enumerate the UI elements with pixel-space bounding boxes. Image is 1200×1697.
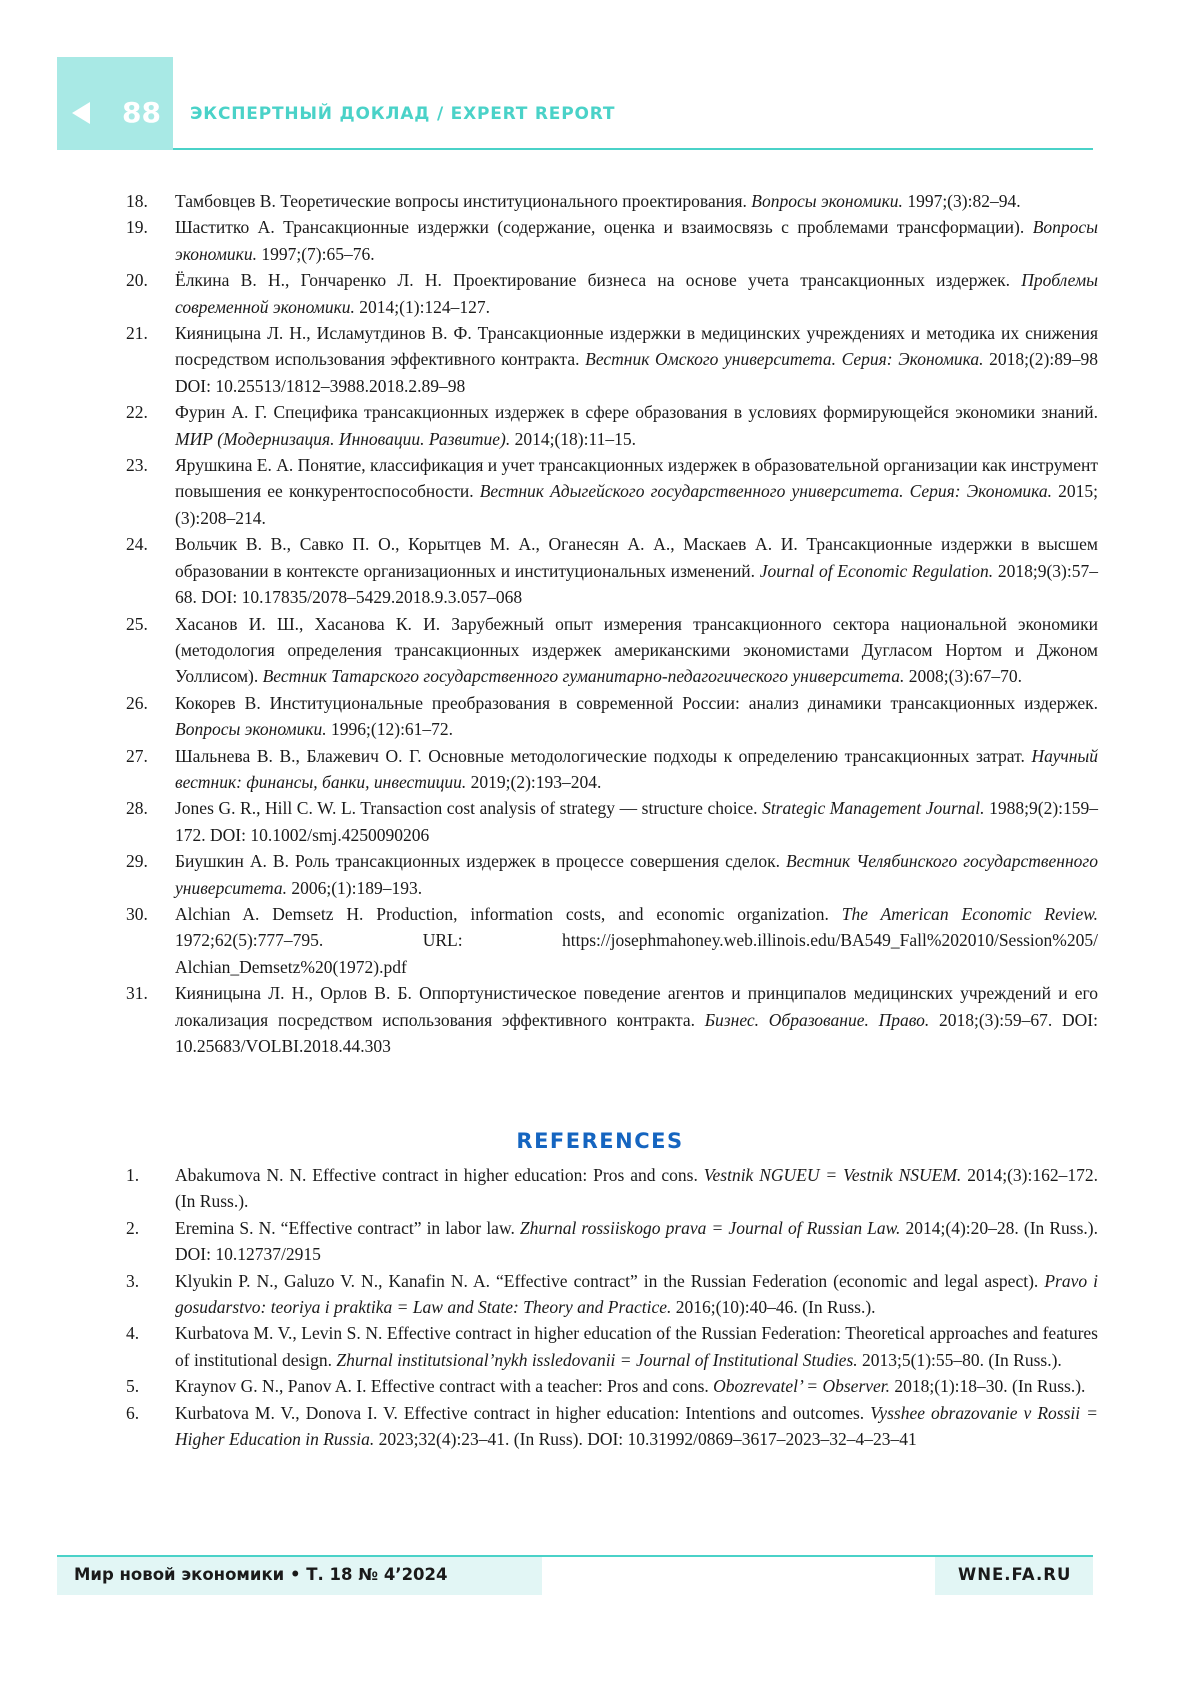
- reference-item: [122, 1215, 1098, 1268]
- reference-number: 26.: [126, 692, 148, 713]
- references-list-en: [122, 1162, 1098, 1452]
- reference-item: [122, 188, 1098, 214]
- reference-text: Кокорев В. Институциональные преобразования в современной России: анализ динамики трансакционных издержек.: [175, 692, 1098, 713]
- reference-number: 19.: [126, 217, 148, 238]
- reference-number: 1.: [126, 1165, 140, 1185]
- reference-item: [122, 795, 1098, 848]
- reference-text: Abakumova N. N. Effective contract in higher education: Pros and cons.: [175, 1165, 704, 1185]
- reference-text: Ярушкина Е. А. Понятие, классификация и учет трансакционных издержек в образовательной организации как инструмент повышения ее конкурентоспособности.: [175, 455, 1098, 502]
- reference-text: Kraynov G. N., Panov A. I. Effective contract with a teacher: Pros and cons.: [175, 1376, 714, 1397]
- reference-number: 20.: [126, 270, 148, 291]
- reference-item: [122, 267, 1098, 320]
- reference-text: Eremina S. N. “Effective contract” in labor law.: [175, 1217, 520, 1238]
- reference-tail: 2008;(3):67–70.: [904, 666, 1023, 687]
- reference-item: [122, 1400, 1098, 1453]
- reference-tail: 2014;(18):11–15.: [510, 428, 636, 449]
- reference-journal: The American Economic Review.: [841, 903, 1098, 924]
- references-heading: REFERENCES: [516, 1129, 684, 1153]
- reference-journal: Strategic Management Journal.: [762, 798, 985, 819]
- reference-text: Кияницына Л. Н., Исламутдинов В. Ф. Трансакционные издержки в медицинских учреждениях и методика их снижения посредством использования эффективного контракта.: [175, 323, 1098, 370]
- running-title: ЭКСПЕРТНЫЙ ДОКЛАД / EXPERT REPORT: [190, 104, 616, 124]
- reference-item: [122, 611, 1098, 690]
- reference-number: 3.: [126, 1270, 140, 1291]
- footer-site-link[interactable]: WNE.FA.RU: [958, 1565, 1072, 1584]
- references-list-ru: [122, 188, 1098, 1059]
- reference-journal: Вестник Татарского государственного гуманитарно-педагогического университета.: [262, 666, 905, 687]
- reference-item: [122, 320, 1098, 399]
- reference-number: 28.: [126, 798, 148, 819]
- reference-text: Фурин А. Г. Специфика трансакционных издержек в сфере образования в условиях формирующейся экономики знаний.: [175, 402, 1098, 423]
- reference-number: 22.: [126, 402, 148, 423]
- reference-tail: 2018;9(3):57–68. DOI: 10.17835/2078–5429.2018.9.3.057–068: [175, 560, 1098, 608]
- reference-number: 24.: [126, 534, 148, 555]
- reference-tail: 1972;62(5):777–795. URL: https://josephmahoney.web.illinois.edu/BA549_Fall%202010/Session%205/ Alchian_Demsetz%20(1972).pdf: [175, 930, 1098, 977]
- reference-text: Alchian A. Demsetz H. Production, information costs, and economic organization.: [175, 903, 842, 924]
- reference-journal: Vysshee obrazovanie v Rossii = Higher Education in Russia.: [175, 1402, 1098, 1450]
- reference-tail: 2019;(2):193–204.: [466, 771, 602, 792]
- reference-tail: 2018;(2):89–98 DOI: 10.25513/1812–3988.2018.2.89–98: [175, 349, 1098, 396]
- reference-text: Хасанов И. Ш., Хасанова К. И. Зарубежный опыт измерения трансакционного сектора национальной экономики (методология определения трансакционных издержек американскими экономистами Дугласом Нортом и Джоном Уоллисом).: [175, 613, 1098, 687]
- reference-number: 4.: [126, 1323, 140, 1344]
- reference-number: 27.: [126, 745, 148, 766]
- reference-journal: Obozrevatel’ = Observer.: [713, 1376, 891, 1397]
- reference-tail: 2014;(1):124–127.: [354, 296, 491, 317]
- reference-number: 6.: [126, 1402, 140, 1423]
- reference-text: Шальнева В. В., Блажевич О. Г. Основные методологические подходы к определению трансакционных затрат.: [175, 745, 1032, 766]
- reference-journal: Zhurnal rossiiskogo prava = Journal of Russian Law.: [519, 1217, 901, 1238]
- reference-journal: Вестник Омского университета. Серия: Экономика.: [585, 349, 984, 370]
- reference-number: 5.: [126, 1376, 140, 1397]
- reference-item: [122, 743, 1098, 796]
- reference-item: [122, 1162, 1098, 1215]
- footer-divider: [57, 1555, 1093, 1557]
- reference-text: Kurbatova M. V., Donova I. V. Effective contract in higher education: Intentions and outcomes.: [175, 1402, 871, 1423]
- reference-tail: 2006;(1):189–193.: [286, 877, 423, 898]
- reference-number: 2.: [126, 1217, 140, 1238]
- reference-journal: Вопросы экономики.: [175, 217, 1098, 264]
- header-divider: [173, 148, 1093, 150]
- reference-journal: Вопросы экономики.: [751, 191, 903, 211]
- page-number: 88: [122, 96, 161, 129]
- reference-journal: Zhurnal institutsional’nykh issledovanii = Journal of Institutional Studies.: [336, 1349, 858, 1370]
- reference-number: 29.: [126, 851, 148, 872]
- reference-text: Шаститко А. Трансакционные издержки (содержание, оценка и взаимосвязь с проблемами трансформации).: [175, 217, 1033, 238]
- reference-item: [122, 1320, 1098, 1373]
- reference-tail: 1996;(12):61–72.: [326, 719, 454, 740]
- reference-number: 25.: [126, 613, 148, 634]
- reference-text: Ёлкина В. Н., Гончаренко Л. Н. Проектирование бизнеса на основе учета трансакционных издержек.: [175, 270, 1022, 291]
- reference-item: [122, 901, 1098, 980]
- reference-tail: 2018;(1):18–30. (In Russ.).: [890, 1376, 1086, 1397]
- reference-journal: Бизнес. Образование. Право.: [704, 1009, 930, 1030]
- reference-journal: Вестник Челябинского государственного университета.: [175, 851, 1098, 898]
- reference-text: Вольчик В. В., Савко П. О., Корытцев М. А., Оганесян А. А., Маскаев А. И. Трансакционные издержки в высшем образовании в контексте организационных и институциональных изменений.: [175, 534, 1098, 581]
- reference-number: 31.: [126, 983, 148, 1004]
- reference-text: Klyukin P. N., Galuzo V. N., Kanafin N. A. “Effective contract” in the Russian Federation (economic and legal aspect).: [175, 1270, 1045, 1291]
- reference-item: [122, 214, 1098, 267]
- reference-tail: 2013;5(1):55–80. (In Russ.).: [857, 1349, 1062, 1370]
- reference-tail: 2023;32(4):23–41. (In Russ). DOI: 10.31992/0869–3617–2023–32–4–23–41: [374, 1429, 917, 1450]
- reference-text: Биушкин А. В. Роль трансакционных издержек в процессе совершения сделок.: [175, 851, 786, 872]
- reference-journal: Научный вестник: финансы, банки, инвестиции.: [175, 745, 1098, 792]
- reference-tail: 2018;(3):59–67. DOI: 10.25683/VOLBI.2018.44.303: [175, 1009, 1098, 1056]
- reference-item: [122, 531, 1098, 610]
- reference-journal: Вопросы экономики.: [175, 719, 327, 740]
- reference-text: Jones G. R., Hill C. W. L. Transaction cost analysis of strategy — structure choice.: [175, 798, 763, 819]
- reference-item: [122, 1373, 1098, 1399]
- reference-journal: МИР (Модернизация. Инновации. Развитие).: [175, 428, 511, 449]
- reference-item: [122, 690, 1098, 743]
- reference-tail: 2015;(3):208–214.: [175, 481, 1098, 528]
- reference-number: 23.: [126, 455, 148, 476]
- reference-journal: Проблемы современной экономики.: [175, 270, 1098, 317]
- reference-item: [122, 980, 1098, 1059]
- reference-tail: 1988;9(2):159–172. DOI: 10.1002/smj.4250090206: [175, 798, 1099, 845]
- footer-journal-info: Мир новой экономики • Т. 18 № 4’2024: [74, 1565, 448, 1584]
- reference-journal: Вестник Адыгейского государственного университета. Серия: Экономика.: [479, 481, 1052, 502]
- reference-number: 18.: [126, 191, 148, 211]
- reference-item: [122, 848, 1098, 901]
- reference-journal: Vestnik NGUEU = Vestnik NSUEM.: [703, 1165, 962, 1185]
- reference-number: 30.: [126, 903, 148, 924]
- reference-item: [122, 1268, 1098, 1321]
- reference-tail: 2014;(4):20–28. (In Russ.). DOI: 10.12737/2915: [175, 1217, 1098, 1265]
- reference-journal: Pravo i gosudarstvo: teoriya i praktika = Law and State: Theory and Practice.: [175, 1270, 1098, 1318]
- back-arrow-icon[interactable]: [72, 102, 90, 124]
- reference-tail: 2016;(10):40–46. (In Russ.).: [671, 1297, 876, 1318]
- reference-tail: 2014;(3):162–172. (In Russ.).: [175, 1165, 1098, 1212]
- reference-journal: Journal of Economic Regulation.: [759, 560, 994, 581]
- reference-item: [122, 452, 1098, 531]
- reference-tail: 1997;(3):82–94.: [902, 191, 1021, 211]
- reference-tail: 1997;(7):65–76.: [256, 243, 375, 264]
- reference-text: Kurbatova M. V., Levin S. N. Effective contract in higher education of the Russian Federation: Theoretical approaches and features of institutional design.: [175, 1323, 1098, 1370]
- reference-number: 21.: [126, 323, 148, 344]
- reference-item: [122, 399, 1098, 452]
- reference-text: Тамбовцев В. Теоретические вопросы институционального проектирования.: [175, 191, 752, 211]
- reference-text: Кияницына Л. Н., Орлов В. Б. Оппортунистическое поведение агентов и принципалов медицинских учреждений и его локализация посредством использования эффективного контракта.: [175, 983, 1098, 1030]
